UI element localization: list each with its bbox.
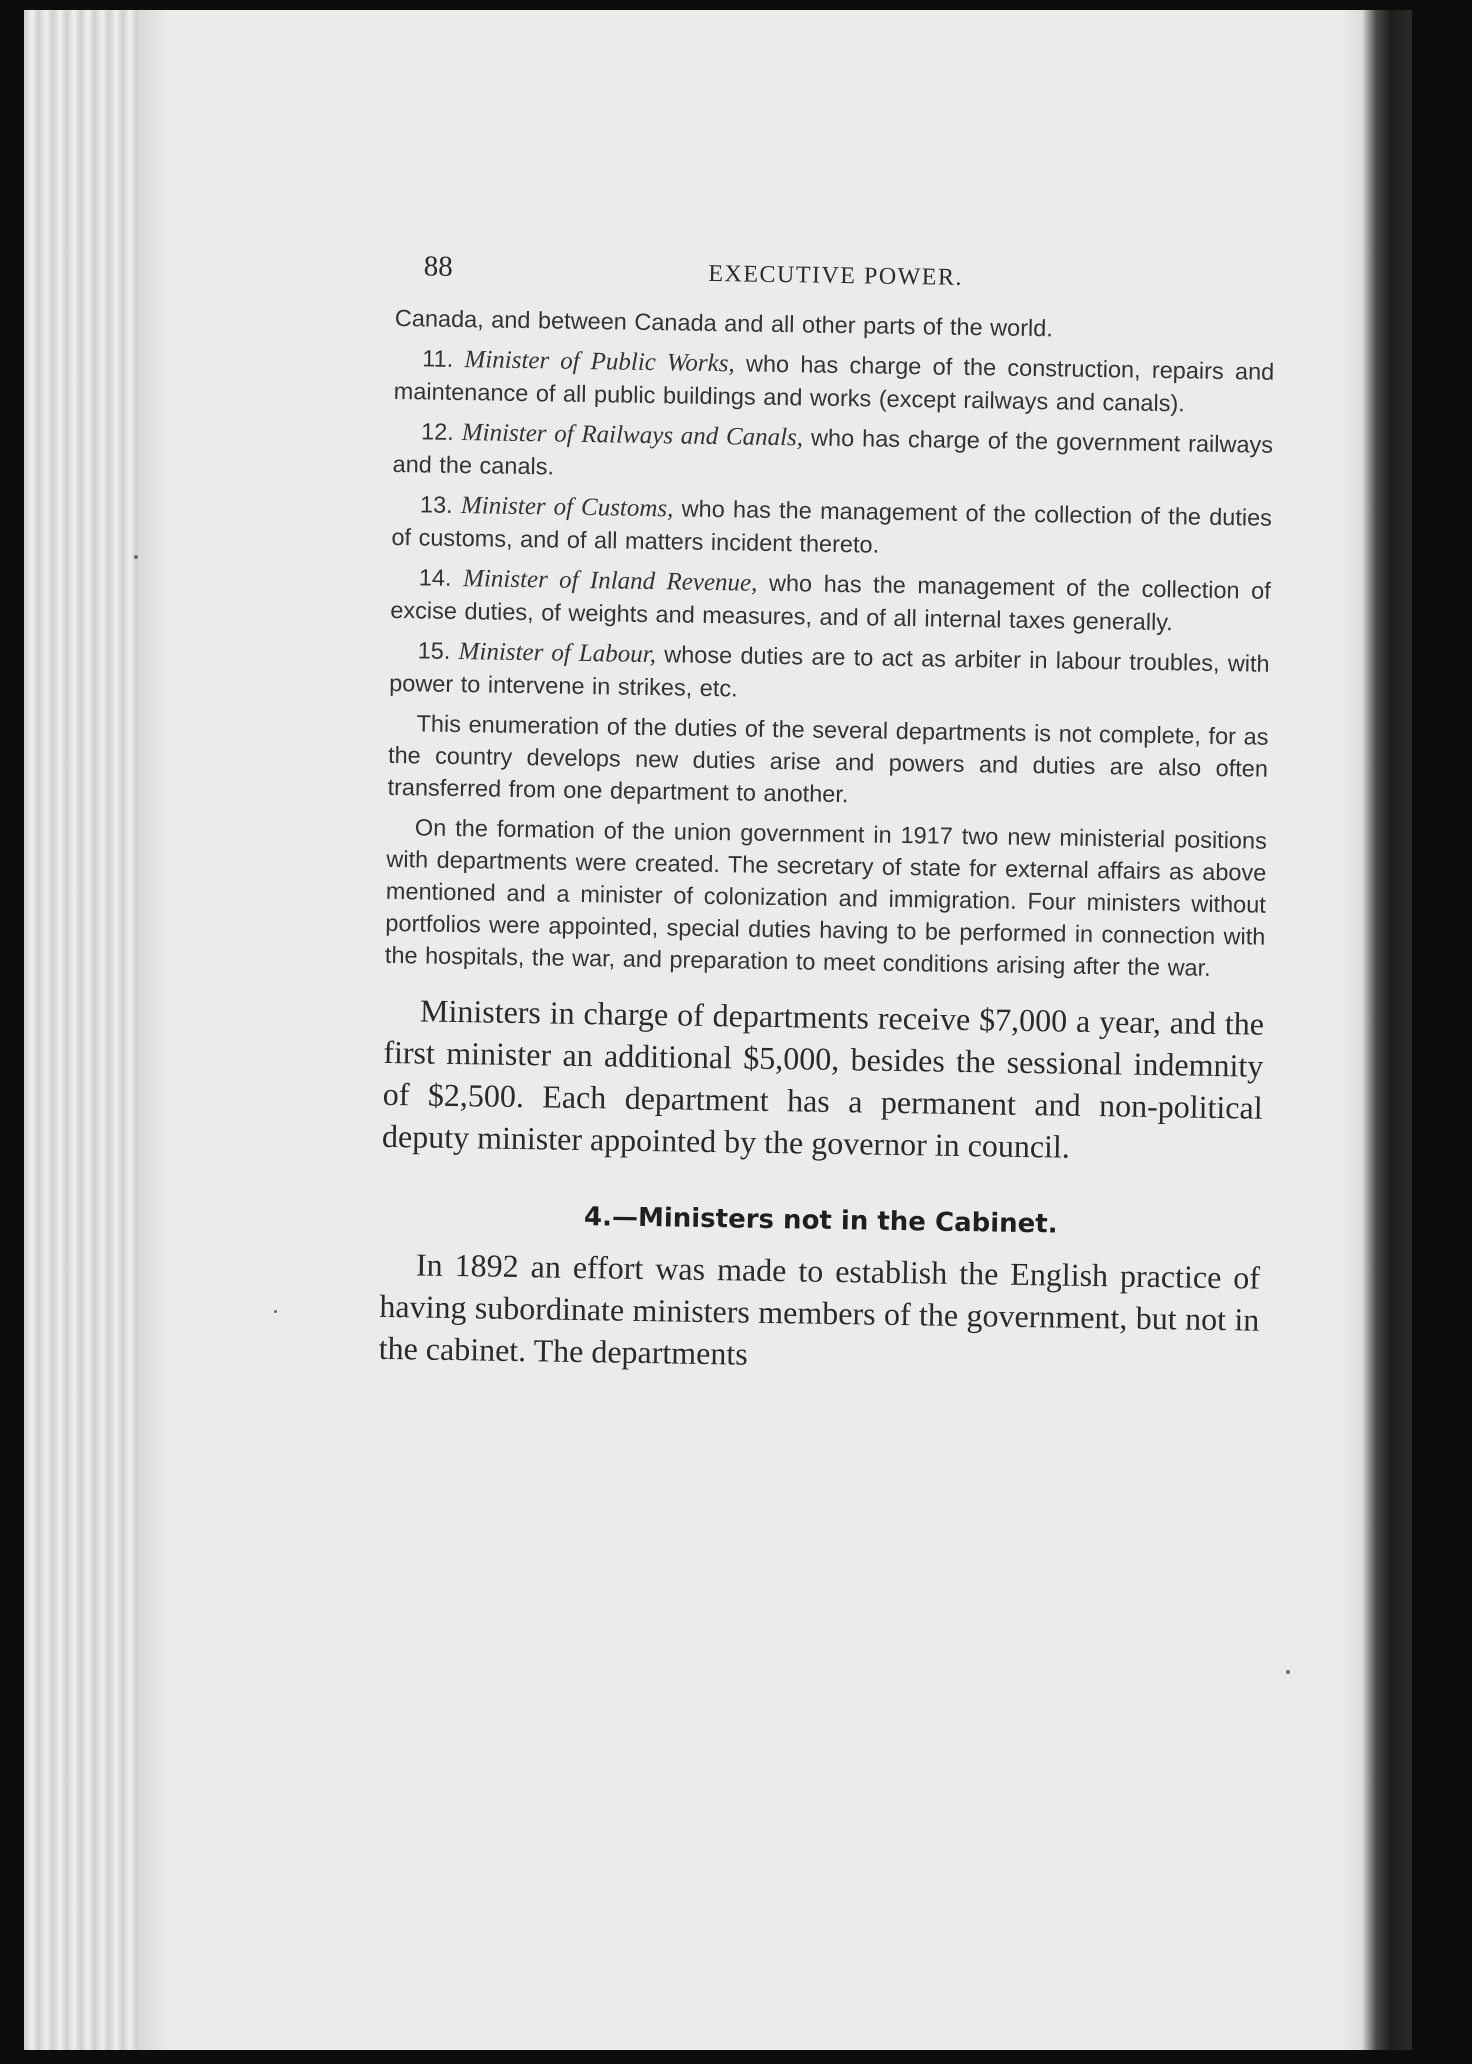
book-gutter [1342, 10, 1412, 2050]
minister-title: Minister of Inland Revenue, [462, 565, 758, 597]
item-number: 14. [418, 564, 452, 591]
minister-title: Minister of Labour, [458, 638, 657, 669]
item-text: who has the management of the collection of the duties of customs, and of all matters incident thereto. [391, 495, 1273, 558]
list-item-12 [392, 415, 1273, 494]
paragraph-section-4: In 1892 an effort was made to establish the English practice of having subordinate ministers members of the government, but not in the cabinet. The departments [378, 1246, 1261, 1372]
scan-speck [134, 555, 138, 559]
page-edges [24, 10, 139, 2050]
paragraph-text: Canada, and between Canada and all other parts of the world. [394, 304, 1054, 342]
item-text: whose duties are to act as arbiter in labour troubles, with power to intervene in strikes, etc. [388, 641, 1270, 702]
item-text: who has charge of the government railways and the canals. [392, 424, 1274, 480]
minister-title: Minister of Railways and Canals, [461, 419, 804, 452]
item-text: who has charge of the construction, repairs and maintenance of all public buildings and works (except railways and canals). [393, 350, 1275, 417]
scan-speck [274, 1310, 277, 1313]
item-number: 11. [422, 345, 454, 372]
item-number: 13. [419, 491, 453, 518]
item-number: 12. [420, 418, 455, 445]
paragraph-text: On the formation of the union government in 1917 two new ministerial positions with departments were created. The secretary of state for external affairs as above mentioned and a minister of colonization and immigration. Four ministers without portfolios were appointed, special duties having to be performed in connection with the hospitals, the war, and preparation to meet conditions arising after the war. [384, 814, 1268, 981]
list-item-13 [391, 488, 1272, 567]
paragraph-enumeration [387, 707, 1268, 817]
text-block [378, 250, 1275, 1383]
item-number: 15. [417, 637, 451, 664]
scan-speck [1286, 1670, 1290, 1674]
list-item-11 [394, 342, 1275, 421]
paragraph-salaries: Ministers in charge of departments receive $7,000 a year, and the first minister an additional $5,000, besides the sessional indemnity of $2,500. Each department has a permanent and non-political deputy minister appointed by the governor in council. [381, 992, 1265, 1165]
paragraph-text: This enumeration of the duties of the several departments is not complete, for as the country develops new duties arise and powers and duties are also often transferred from one department to another. [387, 710, 1269, 808]
running-title: EXECUTIVE POWER. [708, 260, 964, 291]
section-heading: 4.—Ministers not in the Cabinet. [583, 1202, 1058, 1240]
minister-title: Minister of Public Works, [464, 346, 735, 378]
paragraph-union-government [385, 811, 1267, 985]
page-number: 88 [423, 250, 453, 283]
book-page [24, 10, 1412, 2050]
item-text: who has the management of the collection of excise duties, of weights and measures, and of all internal taxes generally. [390, 569, 1271, 636]
minister-title: Minister of Customs, [460, 492, 674, 523]
list-item-15 [389, 634, 1270, 713]
list-item-14 [390, 561, 1271, 640]
